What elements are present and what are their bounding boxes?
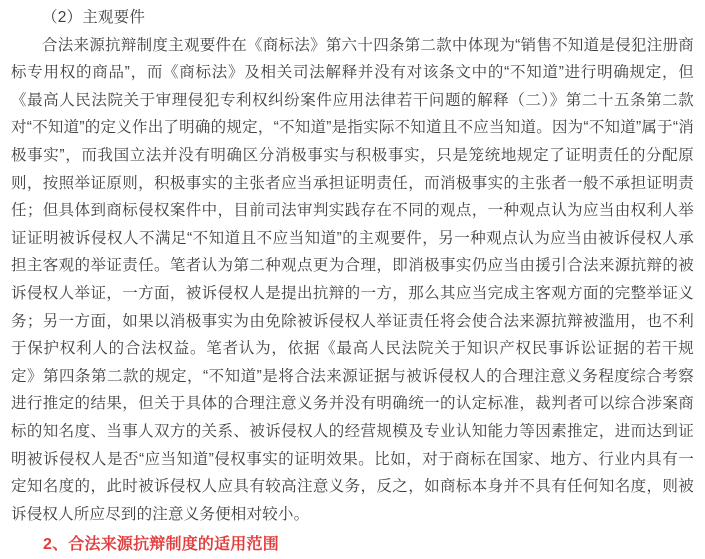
- subsection-heading: （2）主观要件: [42, 9, 146, 26]
- body-paragraph: 合法来源抗辩制度主观要件在《商标法》第六十四条第二款中体现为“销售不知道是侵犯注册商标专用权的商品”，而《商标法》及相关司法解释并没有对该条文中的“不知道”进行明确规定，但《最高人民法院关于审理侵犯专利权纠纷案件应用法律若干问题的解释（二）》第二十五条第二款对“不知道”的定义作出了明确的规定，“不知道”是指实际不知道且不应当知道。因为“不知道”属于“消极事实”，而我国立法并没有明确区分消极事实与积极事实，只是笼统地规定了证明责任的分配原则，按照举证原则，积极事实的主张者应当承担证明责任，而消极事实的主张者一般不承担证明责任；但具体到商标侵权案件中，目前司法审判实践存在不同的观点，一种观点认为应当由权利人举证证明被诉侵权人不满足“不知道且不应当知道”的主观要件，另一种观点认为应当由被诉侵权人承担主客观的举证责任。笔者认为第二种观点更为合理，即消极事实仍应当由援引合法来源抗辩的被诉侵权人举证，一方面，被诉侵权人是提出抗辩的一方，那么其应当完成主客观方面的完整举证义务；另一方面，如果以消极事实为由免除被诉侵权人举证责任将会使合法来源抗辩被滥用，也不利于保护权利人的合法权益。笔者认为，依据《最高人民法院关于知识产权民事诉讼证据的若干规定》第四条第二款的规定，“不知道”是将合法来源证据与被诉侵权人的合理注意义务程度综合考察进行推定的结果，但关于具体的合理注意义务并没有明确统一的认定标准，裁判者可以综合涉案商标的知名度、当事人双方的关系、被诉侵权人的经营规模及专业认知能力等因素推定，进而达到证明被诉侵权人是否“应当知道”侵权事实的证明效果。比如，对于商标在国家、地方、行业内具有一定知名度的，此时被诉侵权人应具有较高注意义务，反之，如商标本身并不具有任何知名度，则被诉侵权人所应尽到的注意义务便相对较小。: [11, 36, 694, 523]
- section-heading: 2、合法来源抗辩制度的适用范围: [43, 536, 279, 554]
